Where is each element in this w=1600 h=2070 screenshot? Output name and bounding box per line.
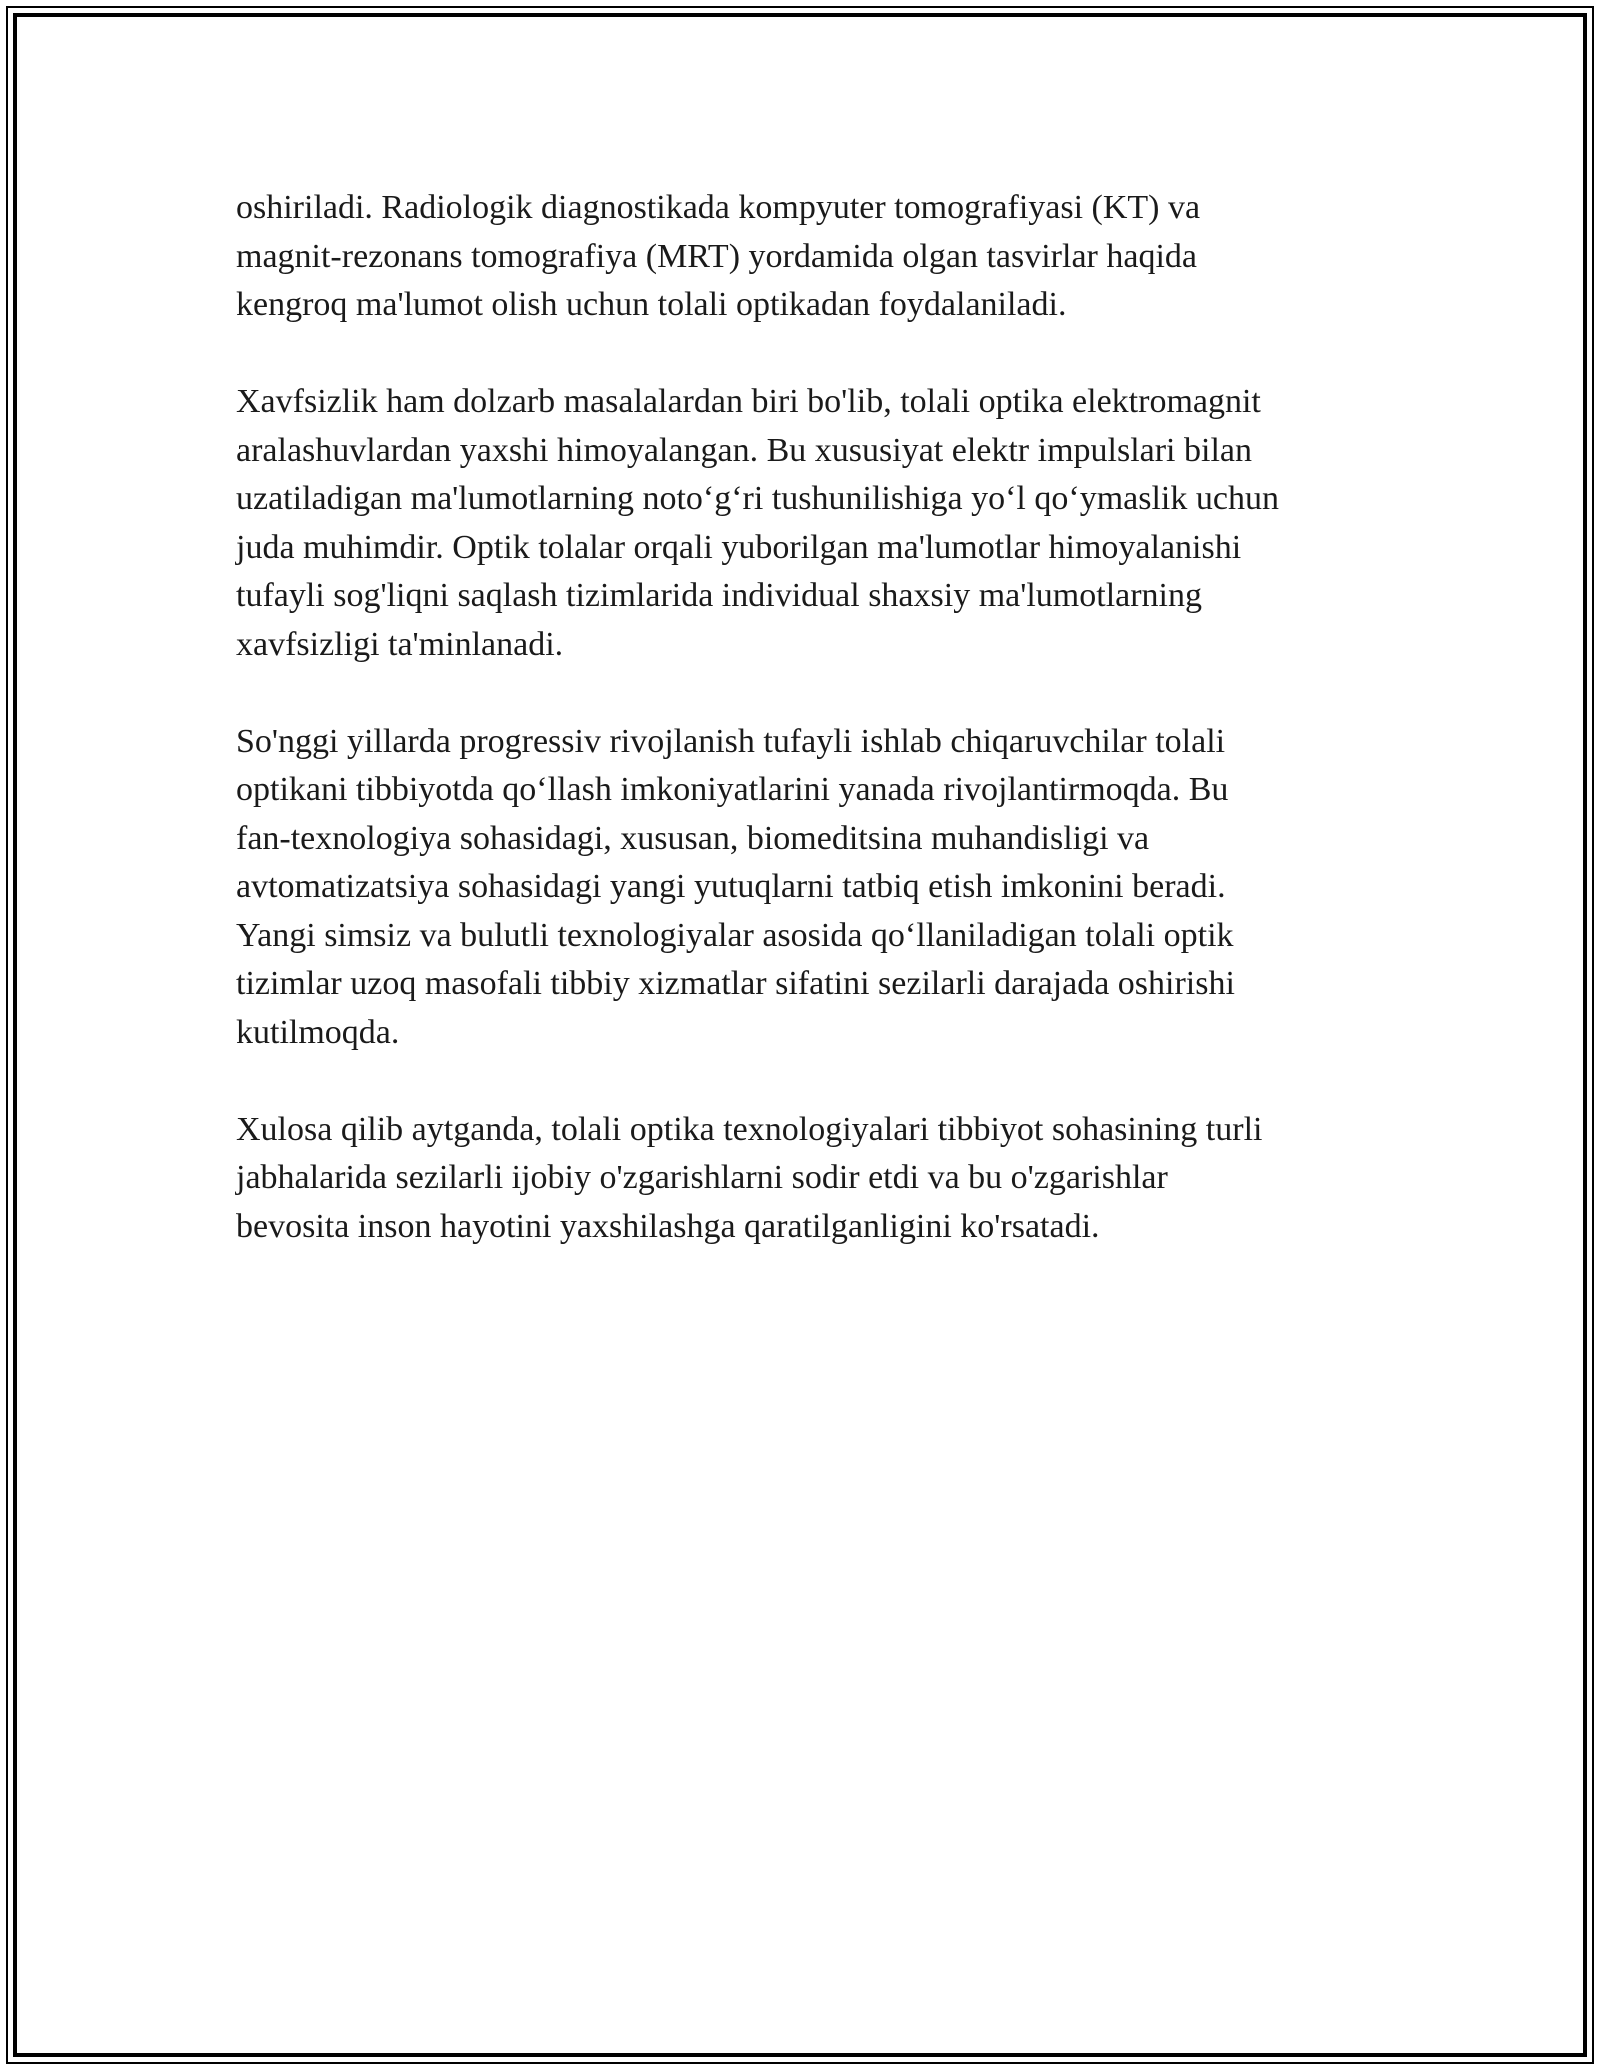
- text-line: Xavfsizlik ham dolzarb masalalardan biri bo'lib, tolali optika elektromagnit: [236, 383, 1261, 420]
- text-line: optikani tibbiyotda qo‘llash imkoniyatlarini yanada rivojlantirmoqda. Bu: [236, 771, 1229, 808]
- text-line: kutilmoqda.: [236, 1013, 400, 1051]
- text-line: juda muhimdir. Optik tolalar orqali yuborilgan ma'lumotlar himoyalanishi: [236, 528, 1242, 566]
- text-line: magnit-rezonans tomografiya (MRT) yordamida olgan tasvirlar haqida: [236, 237, 1197, 275]
- text-line: fan-texnologiya sohasidagi, xususan, biomeditsina muhandisligi va: [236, 819, 1150, 857]
- text-line: jabhalarida sezilarli ijobiy o'zgarishlarni sodir etdi va bu o'zgarishlar: [236, 1159, 1168, 1196]
- text-line: oshiriladi. Radiologik diagnostikada kompyuter tomografiyasi (KT) va: [236, 189, 1201, 226]
- text-line: xavfsizligi ta'minlanadi.: [236, 625, 564, 663]
- text-line: Xulosa qilib aytganda, tolali optika texnologiyalari tibbiyot sohasining turli: [236, 1110, 1263, 1148]
- text-line: bevosita inson hayotini yaxshilashga qaratilganligini ko'rsatadi.: [236, 1207, 1100, 1245]
- document-body: [236, 184, 1376, 1251]
- text-line: tufayli sog'liqni saqlash tizimlarida individual shaxsiy ma'lumotlarning: [236, 577, 1202, 614]
- paragraph-security: [236, 378, 1376, 669]
- text-line: kengroq ma'lumot olish uchun tolali optikadan foydalaniladi.: [236, 286, 1067, 323]
- paragraph-conclusion: [236, 1106, 1376, 1252]
- text-line: So'nggi yillarda progressiv rivojlanish tufayli ishlab chiqaruvchilar tolali: [236, 722, 1226, 760]
- text-line: aralashuvlardan yaxshi himoyalangan. Bu xususiyat elektr impulslari bilan: [236, 431, 1252, 469]
- text-line: avtomatizatsiya sohasidagi yangi yutuqlarni tatbiq etish imkonini beradi.: [236, 868, 1226, 905]
- paragraph-recent-progress: [236, 718, 1376, 1058]
- text-line: tizimlar uzoq masofali tibbiy xizmatlar sifatini sezilarli darajada oshirishi: [236, 965, 1235, 1002]
- text-line: Yangi simsiz va bulutli texnologiyalar asosida qo‘llaniladigan tolali optik: [236, 916, 1234, 954]
- text-line: uzatiladigan ma'lumotlarning noto‘g‘ri tushunilishiga yo‘l qo‘ymaslik uchun: [236, 480, 1279, 517]
- paragraph-radiology: [236, 184, 1376, 330]
